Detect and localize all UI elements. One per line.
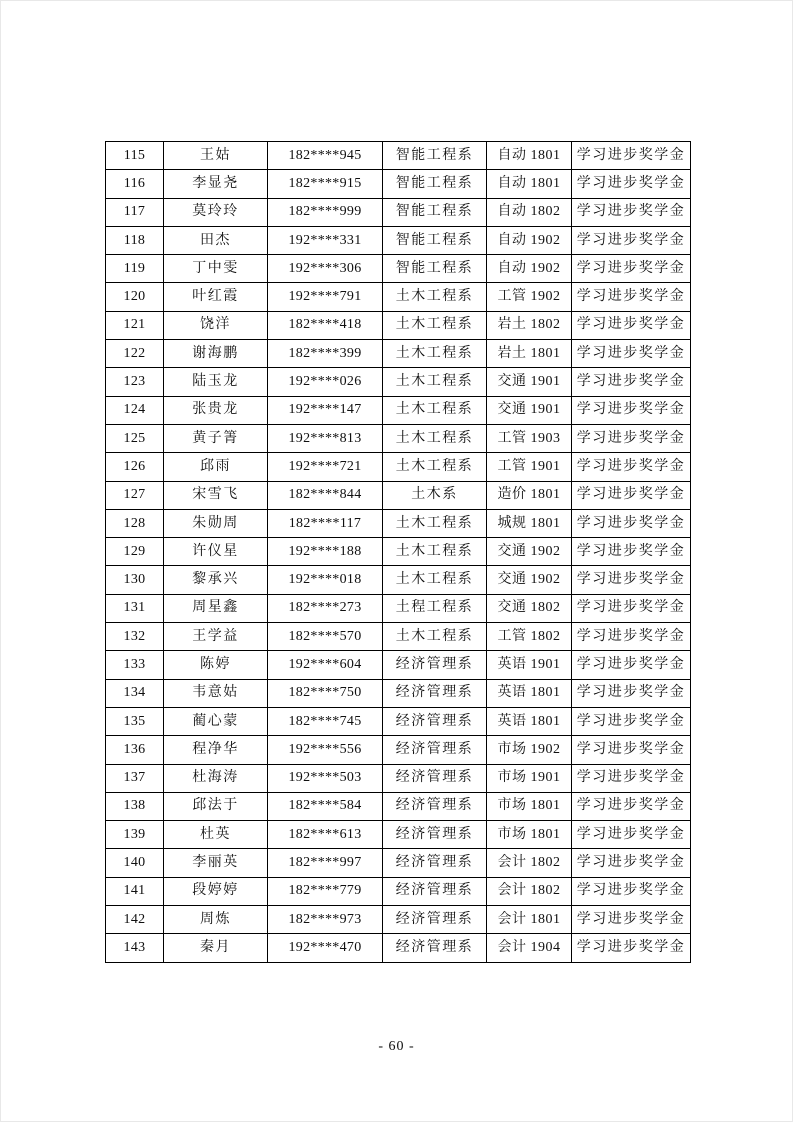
cell-phone: 182****273 [268,594,383,622]
cell-class_name: 市场 1801 [487,821,572,849]
cell-class_name: 会计 1904 [487,934,572,963]
cell-no: 133 [106,651,164,679]
cell-name: 陈婷 [164,651,268,679]
cell-name: 王姑 [164,142,268,170]
cell-no: 127 [106,481,164,509]
table-row [106,142,691,170]
table-row [106,481,691,509]
cell-award: 学习进步奖学金 [572,198,691,226]
cell-department: 土木工程系 [383,283,487,311]
cell-department: 土木工程系 [383,368,487,396]
cell-class_name: 城规 1801 [487,509,572,537]
table-row [106,623,691,651]
cell-phone: 192****791 [268,283,383,311]
cell-class_name: 会计 1801 [487,906,572,934]
cell-no: 119 [106,255,164,283]
table-row [106,283,691,311]
cell-name: 黄子箐 [164,424,268,452]
cell-phone: 182****117 [268,509,383,537]
cell-department: 经济管理系 [383,934,487,963]
cell-phone: 192****503 [268,764,383,792]
cell-phone: 192****604 [268,651,383,679]
cell-class_name: 市场 1801 [487,792,572,820]
cell-no: 125 [106,424,164,452]
cell-name: 周星鑫 [164,594,268,622]
cell-name: 张贵龙 [164,396,268,424]
cell-phone: 182****418 [268,311,383,339]
cell-phone: 192****813 [268,424,383,452]
cell-award: 学习进步奖学金 [572,736,691,764]
cell-class_name: 会计 1802 [487,849,572,877]
cell-phone: 182****570 [268,623,383,651]
cell-name: 丁中雯 [164,255,268,283]
cell-department: 土程工程系 [383,594,487,622]
scholarship-table-body [106,142,691,963]
table-row [106,424,691,452]
cell-award: 学习进步奖学金 [572,142,691,170]
cell-class_name: 交通 1902 [487,538,572,566]
cell-no: 140 [106,849,164,877]
table-row [106,849,691,877]
cell-phone: 182****999 [268,198,383,226]
cell-department: 智能工程系 [383,255,487,283]
cell-class_name: 自动 1902 [487,255,572,283]
cell-class_name: 自动 1902 [487,226,572,254]
cell-phone: 192****147 [268,396,383,424]
cell-no: 121 [106,311,164,339]
table-row [106,594,691,622]
table-row [106,170,691,198]
cell-name: 陆玉龙 [164,368,268,396]
cell-no: 135 [106,707,164,735]
scholarship-table [105,141,691,963]
cell-phone: 192****556 [268,736,383,764]
cell-phone: 182****399 [268,340,383,368]
table-row [106,453,691,481]
cell-class_name: 交通 1802 [487,594,572,622]
table-row [106,509,691,537]
cell-award: 学习进步奖学金 [572,453,691,481]
cell-name: 杜海涛 [164,764,268,792]
cell-award: 学习进步奖学金 [572,934,691,963]
cell-award: 学习进步奖学金 [572,679,691,707]
cell-award: 学习进步奖学金 [572,792,691,820]
cell-phone: 182****997 [268,849,383,877]
cell-department: 土木系 [383,481,487,509]
page-number: - 60 - [378,1039,415,1054]
cell-department: 智能工程系 [383,170,487,198]
cell-no: 131 [106,594,164,622]
table-row [106,764,691,792]
cell-phone: 182****945 [268,142,383,170]
cell-name: 李丽英 [164,849,268,877]
cell-phone: 192****721 [268,453,383,481]
cell-department: 土木工程系 [383,424,487,452]
table-row [106,255,691,283]
cell-name: 黎承兴 [164,566,268,594]
cell-phone: 182****750 [268,679,383,707]
cell-class_name: 工管 1902 [487,283,572,311]
cell-department: 经济管理系 [383,877,487,905]
cell-award: 学习进步奖学金 [572,651,691,679]
table-row [106,538,691,566]
cell-class_name: 交通 1901 [487,368,572,396]
cell-department: 土木工程系 [383,538,487,566]
cell-no: 117 [106,198,164,226]
cell-award: 学习进步奖学金 [572,311,691,339]
cell-department: 经济管理系 [383,736,487,764]
cell-award: 学习进步奖学金 [572,877,691,905]
cell-phone: 192****026 [268,368,383,396]
table-row [106,906,691,934]
cell-no: 124 [106,396,164,424]
cell-no: 122 [106,340,164,368]
cell-department: 经济管理系 [383,707,487,735]
cell-class_name: 交通 1901 [487,396,572,424]
cell-class_name: 交通 1902 [487,566,572,594]
cell-department: 经济管理系 [383,792,487,820]
cell-award: 学习进步奖学金 [572,707,691,735]
cell-no: 120 [106,283,164,311]
cell-class_name: 岩土 1802 [487,311,572,339]
cell-department: 经济管理系 [383,849,487,877]
cell-class_name: 英语 1901 [487,651,572,679]
cell-department: 经济管理系 [383,821,487,849]
table-row [106,707,691,735]
cell-award: 学习进步奖学金 [572,424,691,452]
cell-award: 学习进步奖学金 [572,226,691,254]
table-row [106,226,691,254]
cell-award: 学习进步奖学金 [572,594,691,622]
cell-department: 土木工程系 [383,566,487,594]
cell-department: 智能工程系 [383,198,487,226]
cell-no: 115 [106,142,164,170]
cell-no: 137 [106,764,164,792]
cell-name: 李显尧 [164,170,268,198]
cell-no: 129 [106,538,164,566]
cell-name: 王学益 [164,623,268,651]
cell-name: 邱雨 [164,453,268,481]
cell-no: 141 [106,877,164,905]
cell-phone: 192****470 [268,934,383,963]
cell-phone: 192****331 [268,226,383,254]
cell-award: 学习进步奖学金 [572,509,691,537]
table-row [106,340,691,368]
cell-class_name: 工管 1901 [487,453,572,481]
cell-no: 143 [106,934,164,963]
cell-name: 秦月 [164,934,268,963]
cell-name: 朱勋周 [164,509,268,537]
cell-name: 宋雪飞 [164,481,268,509]
cell-no: 126 [106,453,164,481]
cell-name: 段婷婷 [164,877,268,905]
cell-class_name: 工管 1903 [487,424,572,452]
cell-class_name: 岩土 1801 [487,340,572,368]
cell-name: 韦意姑 [164,679,268,707]
cell-department: 土木工程系 [383,396,487,424]
table-row [106,566,691,594]
cell-name: 谢海鹏 [164,340,268,368]
table-row [106,651,691,679]
cell-no: 139 [106,821,164,849]
table-row [106,311,691,339]
cell-award: 学习进步奖学金 [572,340,691,368]
cell-department: 土木工程系 [383,453,487,481]
cell-phone: 182****613 [268,821,383,849]
table-row [106,679,691,707]
cell-department: 智能工程系 [383,142,487,170]
cell-class_name: 市场 1902 [487,736,572,764]
cell-class_name: 自动 1801 [487,170,572,198]
cell-department: 经济管理系 [383,764,487,792]
cell-phone: 182****844 [268,481,383,509]
cell-award: 学习进步奖学金 [572,849,691,877]
cell-award: 学习进步奖学金 [572,623,691,651]
table-row [106,198,691,226]
cell-class_name: 英语 1801 [487,707,572,735]
cell-no: 142 [106,906,164,934]
cell-department: 经济管理系 [383,679,487,707]
table-row [106,792,691,820]
table-row [106,934,691,963]
cell-name: 蔺心蒙 [164,707,268,735]
table-row [106,368,691,396]
cell-no: 128 [106,509,164,537]
cell-award: 学习进步奖学金 [572,906,691,934]
cell-phone: 192****018 [268,566,383,594]
cell-name: 邱法于 [164,792,268,820]
cell-no: 138 [106,792,164,820]
cell-no: 130 [106,566,164,594]
cell-phone: 192****306 [268,255,383,283]
table-row [106,821,691,849]
table-row [106,396,691,424]
cell-department: 土木工程系 [383,340,487,368]
cell-department: 土木工程系 [383,311,487,339]
cell-class_name: 自动 1801 [487,142,572,170]
cell-phone: 182****915 [268,170,383,198]
cell-name: 莫玲玲 [164,198,268,226]
cell-name: 程净华 [164,736,268,764]
cell-name: 周炼 [164,906,268,934]
cell-name: 杜英 [164,821,268,849]
cell-department: 智能工程系 [383,226,487,254]
table-row [106,877,691,905]
table-row [106,736,691,764]
cell-award: 学习进步奖学金 [572,283,691,311]
cell-no: 116 [106,170,164,198]
cell-class_name: 自动 1802 [487,198,572,226]
cell-award: 学习进步奖学金 [572,821,691,849]
cell-class_name: 英语 1801 [487,679,572,707]
cell-no: 134 [106,679,164,707]
cell-no: 136 [106,736,164,764]
cell-department: 经济管理系 [383,906,487,934]
cell-class_name: 市场 1901 [487,764,572,792]
cell-name: 许仪星 [164,538,268,566]
cell-name: 田杰 [164,226,268,254]
cell-phone: 182****973 [268,906,383,934]
cell-class_name: 工管 1802 [487,623,572,651]
cell-no: 118 [106,226,164,254]
cell-award: 学习进步奖学金 [572,538,691,566]
cell-award: 学习进步奖学金 [572,396,691,424]
cell-department: 土木工程系 [383,623,487,651]
cell-award: 学习进步奖学金 [572,764,691,792]
cell-class_name: 造价 1801 [487,481,572,509]
cell-phone: 192****188 [268,538,383,566]
cell-award: 学习进步奖学金 [572,255,691,283]
cell-no: 132 [106,623,164,651]
cell-department: 经济管理系 [383,651,487,679]
cell-no: 123 [106,368,164,396]
cell-name: 饶洋 [164,311,268,339]
cell-award: 学习进步奖学金 [572,170,691,198]
cell-award: 学习进步奖学金 [572,368,691,396]
cell-award: 学习进步奖学金 [572,481,691,509]
cell-phone: 182****779 [268,877,383,905]
cell-award: 学习进步奖学金 [572,566,691,594]
cell-class_name: 会计 1802 [487,877,572,905]
cell-phone: 182****584 [268,792,383,820]
cell-department: 土木工程系 [383,509,487,537]
cell-phone: 182****745 [268,707,383,735]
cell-name: 叶红霞 [164,283,268,311]
